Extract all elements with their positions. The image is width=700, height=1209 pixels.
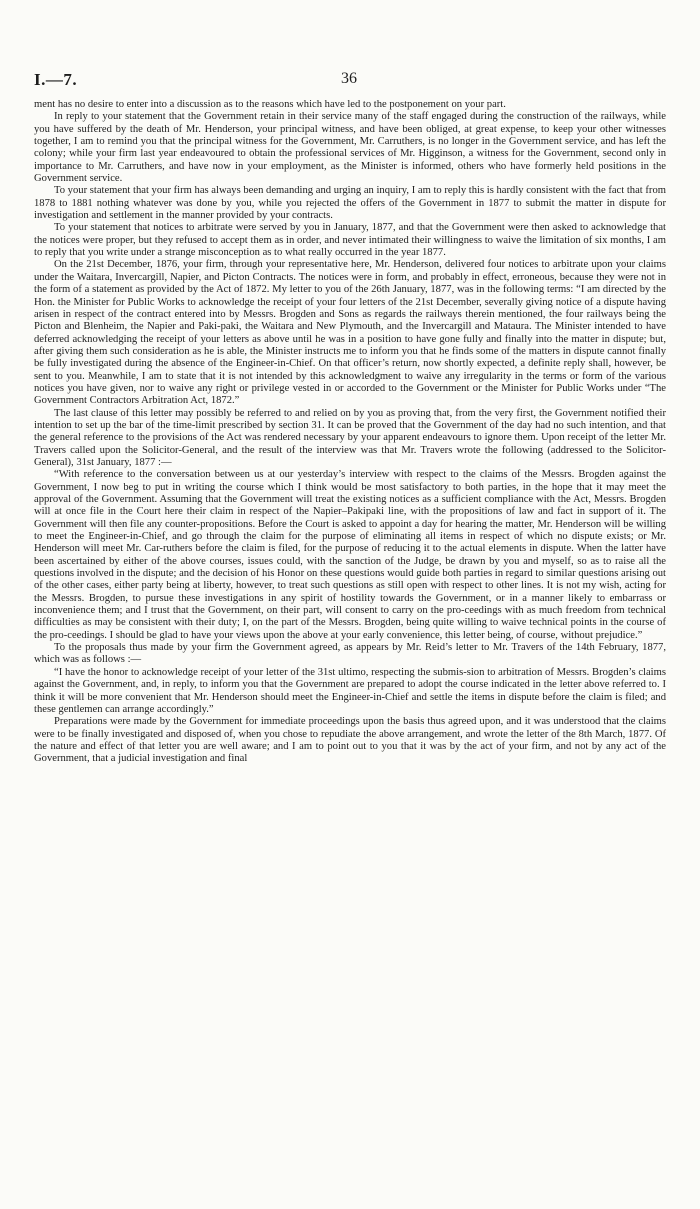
- paragraph: In reply to your statement that the Government retain in their service many of the staff engaged during the construction of the railways, while you have suffered by the death of Mr. Henderson, your principal witness, and have been obliged, at great expense, to keep your other witnesses together, I am to remind you that the principal witness for the Government, Mr. Carruthers, is no longer in the Government service, and has left the colony; while your firm last year endeavoured to obtain the professional services of Mr. Higginson, a witness for the Government, second only in importance to Mr. Carruthers, and have now in your employment, as the Minister is informed, others who have formerly held positions in the Government service.: [34, 111, 666, 185]
- paragraph: “With reference to the conversation between us at our yesterday’s interview with respect to the claims of the Messrs. Brogden against the Government, I now beg to put in writing the course which I think would be most satisfactory to both parties, in the hope that it may meet the approval of the Government. Assuming that the Government will treat the existing notices as a sufficient compliance with the Act, Messrs. Brogden will at once file in the Court here their claim in respect of the Napier–Pakipaki line, with the propositions of law and fact in support of it. The Government will then file any counter-propositions. Before the Court is asked to appoint a day for hearing the matter, Mr. Henderson will be willing to meet the Engineer-in-Chief, and go through the claim for the purpose of eliminating all items in respect of which no dispute exists; or Mr. Henderson will meet Mr. Car-ruthers before the claim is filed, for the purpose of reducing it to the actual elements in dispute. When the latter have been ascertained by either of the above courses, issues could, with the sanction of the Judge, be drawn by you and myself, so as to raise all the questions involved in the dispute; and the decision of his Honor on these questions would guide both parties in regard to similar questions arising out of the other cases, either party being at liberty, however, to treat such questions as still open with respect to other lines. It is not my wish, acting for the Messrs. Brogden, to pursue these investigations in any spirit of hostility towards the Government, or in a manner likely to embarrass or inconvenience them; and I trust that the Government, on their part, will consent to carry on the pro-ceedings with as much freedom from technical difficulties as may be consistent with their duty; I, on the part of the Messrs. Brogden, being quite willing to waive technical points in the course of the pro-ceedings. I should be glad to have your views upon the above at your early convenience, this letter being, of course, without prejudice.”: [34, 469, 667, 641]
- paragraph: On the 21st December, 1876, your firm, through your representative here, Mr. Henderson, delivered four notices to arbitrate upon your claims under the Waitara, Invercargill, Napier, and Picton Contracts. The notices were in form, and probably in effect, erroneous, because they were not in the form of a statement as provided by the Act of 1872. My letter to you of the 26th January, 1877, was in the following terms: “I am directed by the Hon. the Minister for Public Works to acknowledge the receipt of your four letters of the 21st December, severally giving notice of a dispute having arisen in respect of the contract entered into by Messrs. Brogden and Sons as regards the railways therein mentioned, the four railways being the Picton and Blenheim, the Napier and Paki-paki, the Waitara and New Plymouth, and the Invercargill and Mataura. The Minister intended to have deferred acknowledging the receipt of your letters as above until he was in a position to have gone fully and finally into the matter in dispute; but, after giving them such consideration as he is able, the Minister instructs me to inform you that he finds some of the matters in dispute cannot finally be fully investigated during the absence of the Engineer-in-Chief. On that officer’s return, now shortly expected, a definite reply shall, however, be sent to you. Meanwhile, I am to state that it is not intended by this acknowledgment to waive any irregularity in the terms or form of the various notices you have given, nor to waive any right or privilege vested in or accorded to the Government or the Minister for Public Works under “The Government Contractors Arbitration Act, 1872.”: [34, 259, 666, 407]
- paragraph: The last clause of this letter may possibly be referred to and relied on by you as proving that, from the very first, the Government notified their intention to set up the bar of the time-limit prescribed by section 31. It can be proved that the Government of the day had no such intention, and that the general reference to the provisions of the Act was rendered necessary by your apparent endeavours to ignore them. Upon receipt of the letter Mr. Travers called upon the Solicitor-General, and the result of the interview was that Mr. Travers wrote the following (addressed to the Solicitor-General), 31st January, 1877 :—: [34, 407, 666, 468]
- paragraph: To the proposals thus made by your firm the Government agreed, as appears by Mr. Reid’s letter to Mr. Travers of the 14th February, 1877, which was as follows :—: [34, 642, 666, 666]
- paragraph: “I have the honor to acknowledge receipt of your letter of the 31st ultimo, respecting the submis-sion to arbitration of Messrs. Brogden’s claims against the Government, and, in reply, to inform you that the Government are prepared to adopt the course indicated in the letter above referred to. I think it will be more convenient that Mr. Henderson should meet the Engineer-in-Chief and settle the items in dispute before the claim is filed; and these gentlemen can arrange accordingly.”: [34, 666, 666, 715]
- body-text: [34, 99, 666, 766]
- paragraph: To your statement that your firm has always been demanding and urging an inquiry, I am to reply this is hardly consistent with the fact that from 1878 to 1881 nothing whatever was done by you, while you rejected the offers of the Government in 1877 to submit the matter in dispute for investigation and settlement in the manner provided by your contracts.: [34, 185, 666, 222]
- paragraph: ment has no desire to enter into a discussion as to the reasons which have led to the postponement on your part.: [34, 99, 506, 110]
- page-header: [34, 70, 664, 90]
- page-number: 36: [341, 70, 357, 87]
- paragraph: To your statement that notices to arbitrate were served by you in January, 1877, and that the Government were then asked to acknowledge that the notices were proper, but they refused to accept them as in order, and never intimated their willingness to waive the limitation of six months, I am to reply that you write under a strange misconception as to what really occurred in the year 1877.: [34, 222, 666, 259]
- paragraph: Preparations were made by the Government for immediate proceedings upon the basis thus agreed upon, and it was understood that the claims were to be finally investigated and disposed of, when you chose to repudiate the above arrangement, and wrote the letter of the 8th March, 1877. Of the nature and effect of that letter you are well aware; and I am to point out to you that it was by the act of your firm, and not by any act of the Government, that a judicial investigation and final: [34, 716, 666, 765]
- document-reference: I.—7.: [34, 70, 78, 89]
